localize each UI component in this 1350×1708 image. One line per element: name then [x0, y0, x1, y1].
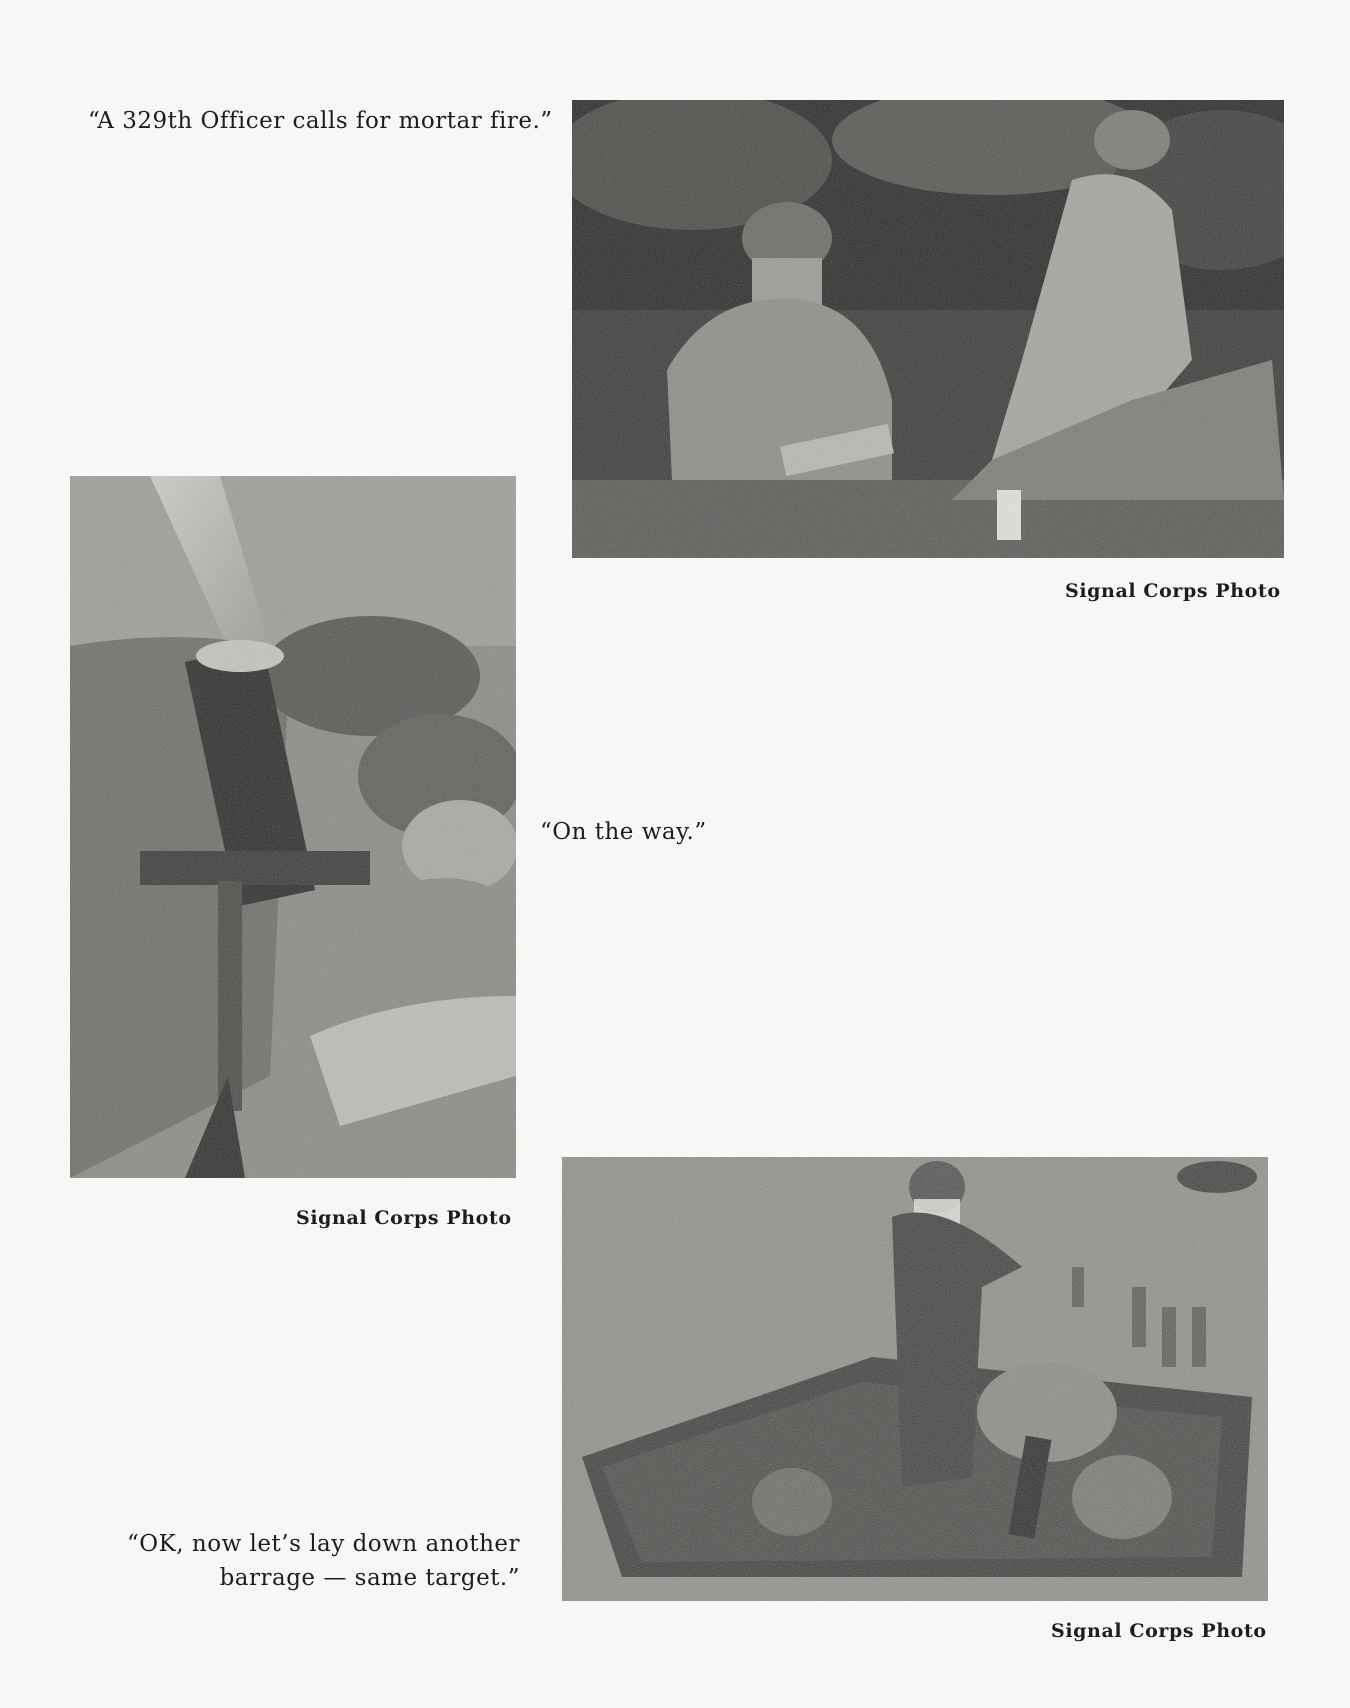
photo-officer-calls-fire [572, 100, 1284, 558]
photo-mortar-pit-barrage [562, 1157, 1268, 1601]
photo-mortar-on-the-way [70, 476, 516, 1178]
caption-another-barrage [100, 1527, 520, 1595]
credit-photo-officer: Signal Corps Photo [1065, 580, 1281, 602]
credit-photo-mortar: Signal Corps Photo [296, 1207, 512, 1229]
caption-another-barrage-line2: barrage — same target.” [219, 1565, 520, 1591]
credit-photo-pit: Signal Corps Photo [1051, 1620, 1267, 1642]
caption-officer-calls-fire: “A 329th Officer calls for mortar fire.” [88, 108, 553, 134]
caption-on-the-way: “On the way.” [540, 819, 707, 845]
caption-another-barrage-line1: “OK, now let’s lay down another [126, 1531, 520, 1557]
